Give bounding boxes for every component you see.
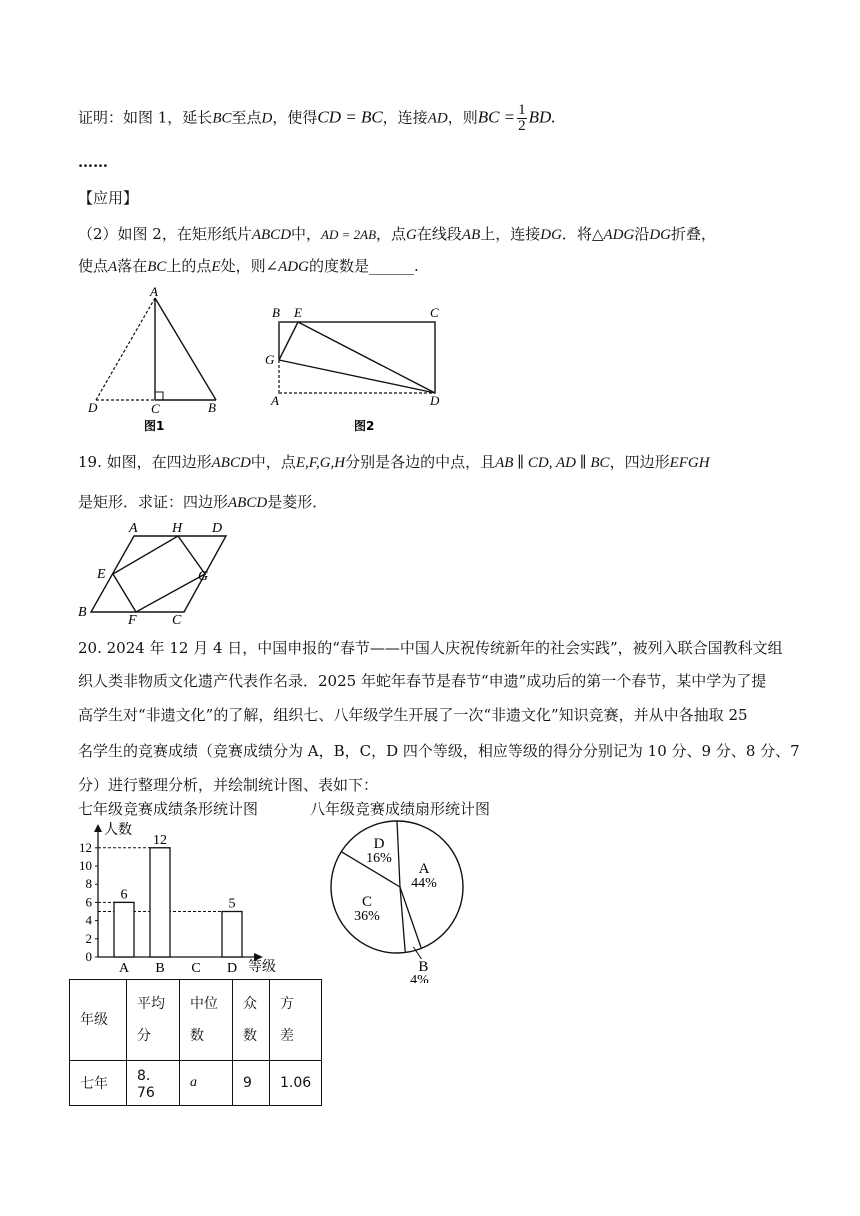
label-b: B	[78, 605, 87, 620]
label-d: D	[88, 400, 98, 415]
q19-line1	[78, 452, 710, 473]
x-tick-label: B	[155, 961, 165, 976]
label-a: A	[271, 393, 279, 408]
equation-cd-bc: CD = BC	[317, 107, 383, 127]
point-g: G	[406, 227, 417, 243]
label-c: C	[430, 305, 439, 320]
y-tick-label: 12	[79, 839, 92, 855]
y-tick-label: 8	[85, 876, 92, 892]
x-tick-label: C	[191, 961, 201, 976]
condition-ad-2ab: AD = 2AB	[321, 227, 377, 242]
q2-text: 处，则	[220, 257, 266, 275]
label-g: G	[265, 352, 275, 367]
label-b: B	[272, 305, 280, 320]
pie-outline	[331, 821, 463, 953]
q20-line: 高学生对“非遗文化”的了解，组织七、八年级学生开展了一次“非遗文化”知识竞赛，并从中各抽取 25	[78, 706, 748, 724]
label-a: A	[150, 284, 158, 299]
segment-bc: BC	[212, 110, 232, 127]
bar-value-label: 6	[120, 887, 128, 903]
y-tick-label: 6	[85, 894, 92, 910]
table-cell: a	[180, 1061, 233, 1106]
bar-value-label: 12	[153, 832, 167, 848]
pie-slice-value: 36%	[354, 909, 380, 924]
rect-abcd: ABCD	[251, 227, 292, 243]
label-d: D	[430, 393, 440, 408]
y-tick-label: 2	[85, 930, 92, 946]
y-tick-label: 0	[85, 949, 92, 964]
pie-chart	[320, 818, 480, 983]
y-tick-label: 4	[85, 912, 92, 928]
table-header-row	[70, 980, 322, 1061]
q19-text: 是菱形．	[267, 493, 328, 511]
figure-2	[262, 304, 452, 434]
q2-text: ，点	[376, 225, 407, 243]
y-tick-label: 10	[79, 858, 92, 873]
proof-text: ，连接	[382, 108, 428, 127]
fraction-numerator: 1	[518, 102, 526, 118]
q19-text: 是矩形．求证：四边形	[78, 493, 229, 511]
proof-text: ，则	[447, 108, 478, 127]
label-d: D	[212, 521, 223, 536]
proof-text: 至点	[231, 108, 262, 127]
table-cell: 七年	[70, 1061, 127, 1106]
rectangle-bcd	[279, 322, 435, 393]
segment-dg: DG	[540, 227, 562, 243]
label-a: A	[129, 521, 138, 536]
point-e: E	[211, 259, 221, 275]
right-angle-mark	[155, 392, 163, 400]
q2-text: 在线段	[416, 225, 462, 243]
table-cell: 1.06	[270, 1061, 322, 1106]
fraction-half	[517, 103, 527, 134]
q20-line: 分）进行整理分析，并绘制统计图、表如下：	[78, 776, 379, 794]
q20-line: 织人类非物质文化遗产代表作名录．2025 年蛇年春节是春节“申遗”成功后的第一个春节，某中学为了提	[78, 672, 767, 690]
q2-line2	[78, 256, 419, 277]
bar-chart	[70, 818, 300, 980]
segment-ab: AB	[461, 227, 481, 243]
q20-line: 名学生的竞赛成绩（竞赛成绩分为 A，B，C，D 四个等级，相应等级的得分分别记为 10 分、9 分、8 分、7	[78, 742, 800, 760]
segment-ad: AD	[427, 110, 448, 127]
label-f: F	[128, 613, 137, 628]
q2-text: ．将	[561, 225, 592, 243]
table-row	[70, 1061, 322, 1106]
x-tick-label: D	[226, 961, 238, 976]
figure-2-caption: 图2	[354, 419, 375, 433]
header-text: 众数	[243, 996, 257, 1044]
fraction-denominator: 2	[518, 118, 526, 134]
table-header-cell	[270, 980, 322, 1061]
ellipsis: ……	[78, 153, 108, 171]
quad-efgh: EFGH	[669, 455, 710, 471]
line-ge	[279, 322, 298, 360]
label-h: H	[172, 521, 183, 536]
line-gd	[279, 360, 435, 393]
label-e: E	[294, 305, 302, 320]
table-cell: 8．76	[127, 1061, 180, 1106]
figure-1-caption: 图1	[144, 419, 165, 433]
q2-text: （2）如图 2，在矩形纸片	[78, 225, 252, 243]
q2-text: 落在	[117, 257, 148, 275]
points-efgh: E,F,G,H	[295, 455, 346, 471]
figure-q19	[74, 516, 244, 628]
q2-text: 中，	[291, 225, 322, 243]
q19-text: 分别是各边的中点，且	[345, 453, 496, 471]
bar	[114, 902, 134, 957]
q2-line1	[78, 224, 716, 245]
figure-1	[80, 284, 230, 434]
pie-slice-value: 44%	[411, 876, 437, 891]
equation-rhs: BD.	[528, 107, 556, 127]
quad-abcd: ABCD	[211, 455, 251, 471]
condition-parallel: AB ∥ CD, AD ∥ BC	[495, 455, 610, 471]
label-b: B	[208, 400, 216, 415]
q20-line: 20. 2024 年 12 月 4 日，中国申报的“春节——中国人庆祝传统新年的社会实践”，被列入联合国教科文组	[78, 639, 783, 657]
pie-slice-value: 16%	[366, 851, 392, 866]
q2-text: 沿	[634, 225, 650, 243]
quad-abcd: ABCD	[228, 495, 268, 511]
proof-text: ，使得	[272, 108, 318, 127]
q19-line2	[78, 492, 327, 513]
label-c: C	[172, 613, 182, 628]
bar-chart-title: 七年级竞赛成绩条形统计图	[78, 800, 259, 818]
equation-lhs: BC =	[477, 107, 516, 127]
header-text: 方差	[280, 996, 294, 1044]
q2-text: 上的点	[166, 257, 212, 275]
y-axis-arrow	[94, 824, 102, 832]
q19-text: ，四边形	[609, 453, 670, 471]
table-header-cell	[233, 980, 270, 1061]
bar-value-label: 5	[228, 896, 236, 912]
point-a: A	[108, 259, 118, 275]
pie-slice-value: 4%	[410, 972, 429, 983]
pie-chart-title: 八年级竞赛成绩扇形统计图	[310, 800, 491, 818]
table-cell: 9	[233, 1061, 270, 1106]
angle-adg: ∠ADG	[265, 259, 309, 275]
label-c: C	[151, 401, 160, 416]
pie-slice-label: A	[418, 861, 430, 877]
bar	[222, 912, 242, 958]
pie-slice-label: D	[373, 836, 385, 852]
q19-text: 中，点	[250, 453, 296, 471]
q2-text: 上，连接	[480, 225, 541, 243]
apply-heading: 【应用】	[78, 189, 139, 207]
pie-slice-label: B	[418, 958, 429, 975]
header-text: 中位数	[190, 996, 218, 1044]
label-e: E	[97, 567, 106, 582]
line-ab	[155, 298, 216, 400]
q19-text: 19. 如图，在四边形	[78, 453, 212, 471]
x-tick-label: A	[118, 961, 130, 976]
table-header-cell	[180, 980, 233, 1061]
q2-text: 的度数是______.	[308, 257, 419, 275]
bar	[150, 848, 170, 957]
segment-bc: BC	[147, 259, 167, 275]
y-axis-label: 人数	[104, 823, 132, 838]
q2-text: 折叠，	[671, 225, 717, 243]
line-ed	[298, 322, 435, 393]
proof-line	[78, 103, 556, 134]
segment-dg: DG	[649, 227, 671, 243]
dashed-line-ad	[96, 298, 155, 400]
proof-text: 证明：如图 1，延长	[78, 108, 213, 127]
label-g: G	[198, 569, 209, 584]
x-axis-label: 等级	[248, 960, 276, 975]
header-text: 平均分	[137, 996, 165, 1044]
triangle-adg: △ADG	[591, 227, 635, 243]
table-header-cell: 年级	[70, 980, 127, 1061]
stats-table	[69, 979, 322, 1106]
q2-text: 使点	[78, 257, 109, 275]
table-header-cell	[127, 980, 180, 1061]
point-d: D	[261, 110, 273, 127]
pie-slice-label: C	[361, 894, 373, 910]
